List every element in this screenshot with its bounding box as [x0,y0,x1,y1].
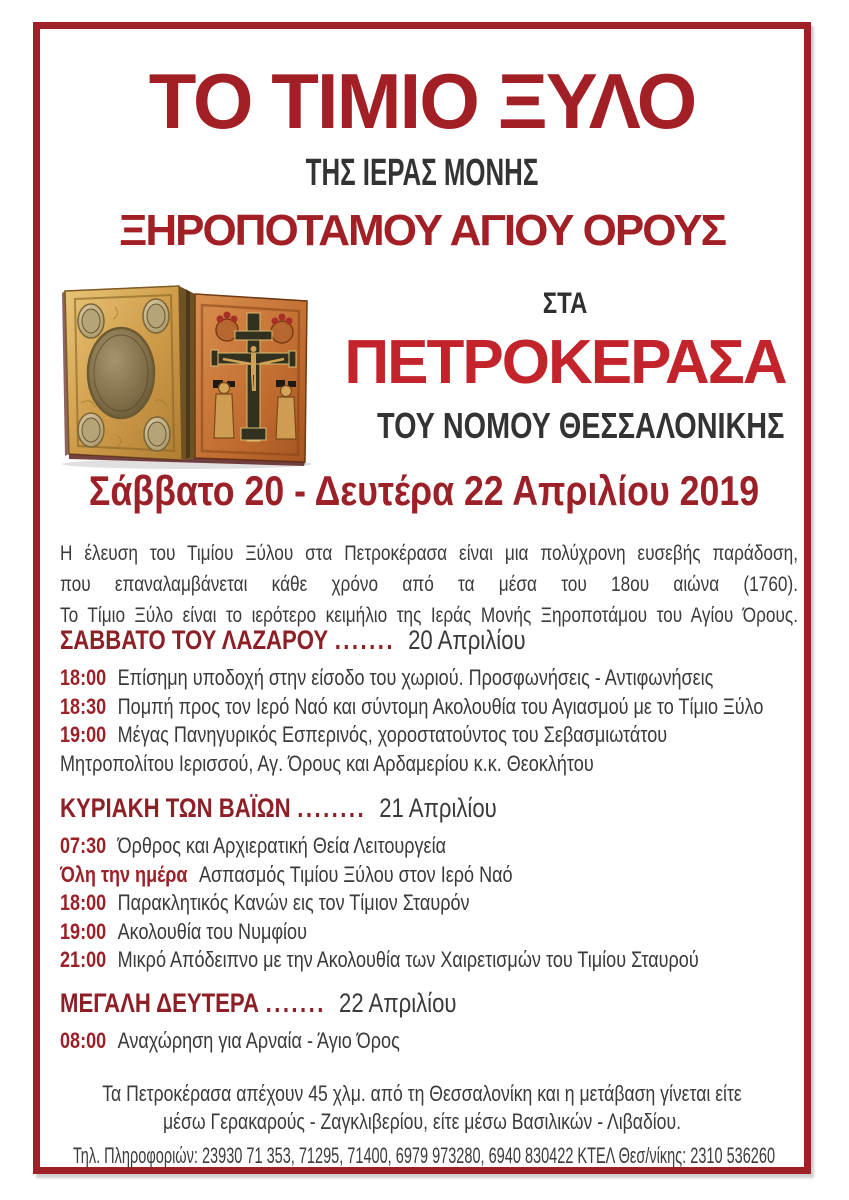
location-name: ΠΕΤΡΟΚΕΡΑΣΑ [344,328,786,397]
time-label: 18:30 [60,693,107,719]
schedule-row [60,721,802,750]
time-label: 18:00 [60,665,107,690]
section-title: ΣΑΒΒΑΤΟ ΤΟΥ ΛΑΖΑΡΟΥ [60,625,329,655]
section-date: 20 Απριλίου [408,625,526,655]
intro-paragraph [60,538,798,631]
intro-line: Η έλευση του Τιμίου Ξύλου στα Πετροκέρασα είναι μια πολύχρονη ευσεβής παράδοση, [60,542,798,565]
schedule-row [60,918,802,947]
reliquary-image [55,283,318,469]
time-label: 19:00 [60,722,107,747]
event-description: Μητροπολίτου Ιερισσού, Αγ. Όρους και Αρδαμερίου κ.κ. Θεοκλήτου [60,750,594,776]
section-date: 22 Απριλίου [339,988,457,1018]
event-description: Μικρό Απόδειπνο με την Ακολουθία των Χαιρετισμών του Τιμίου Σταυρού [117,947,699,972]
schedule-section-monday [60,985,802,1056]
location-preposition: ΣΤΑ [542,287,588,320]
section-heading [60,985,802,1021]
schedule-row [60,861,802,890]
event-description: Πομπή προς τον Ιερό Ναό και σύντομη Ακολουθία του Αγιασμού με το Τίμιο Ξύλο [117,693,764,719]
schedule-row-continuation [60,750,802,779]
schedule-section-sunday [60,790,802,975]
poster-title: ΤΟ ΤΙΜΙΟ ΞΥΛΟ [148,57,696,145]
poster-subtitle: ΤΗΣ ΙΕΡΑΣ ΜΟΝΗΣ [305,152,539,194]
schedule-row [60,832,802,861]
section-dots: ........ [297,793,367,823]
footer-note-line-2: μέσω Γερακαρούς - Ζαγκλιβερίου, είτε μέσω Βασιλικών - Λιβαδίου. [163,1109,681,1134]
event-description: Αναχώρηση για Αρναία - Άγιο Όρος [117,1028,400,1053]
location-block [330,286,800,446]
schedule-row [60,664,802,693]
footer-note [38,1080,806,1136]
schedule-row [60,1027,802,1056]
schedule-row [60,889,802,918]
schedule-row [60,693,802,722]
event-description: Παρακλητικός Κανών εις τον Τίμιον Σταυρόν [117,890,470,915]
section-dots: ....... [265,988,326,1018]
time-label: 18:00 [60,890,107,915]
event-date-range: Σάββατο 20 - Δευτέρα 22 Απριλίου 2019 [88,467,760,514]
time-label: 07:30 [60,833,107,858]
time-label: 19:00 [60,918,107,944]
event-description: Όρθρος και Αρχιερατική Θεία Λειτουργεία [117,833,447,858]
section-dots: ....... [334,625,395,655]
monastery-name: ΞΗΡΟΠΟΤΑΜΟΥ ΑΓΙΟΥ ΟΡΟΥΣ [119,206,725,255]
intro-line: Το Τίμιο Ξύλο είναι το ιερότερο κειμήλιο της Ιεράς Μονής Ξηροποτάμου του Αγίου Όρους. [60,604,798,627]
event-description: Ασπασμός Τιμίου Ξύλου στον Ιερό Ναό [198,861,513,887]
time-label: 08:00 [60,1028,107,1053]
event-description: Μέγας Πανηγυρικός Εσπερινός, χοροστατούντος του Σεβασμιωτάτου [117,722,668,747]
section-title: ΜΕΓΑΛΗ ΔΕΥΤΕΡΑ [60,988,260,1018]
section-heading [60,622,802,658]
schedule-row [60,946,802,975]
event-description: Επίσημη υποδοχή στην είσοδο του χωριού. Προσφωνήσεις - Αντιφωνήσεις [117,665,714,690]
time-label: Όλη την ημέρα [60,861,188,887]
section-title: ΚΥΡΙΑΚΗ ΤΩΝ ΒΑΪΩΝ [60,793,291,823]
section-heading [60,790,802,826]
time-label: 21:00 [60,947,107,972]
section-date: 21 Απριλίου [379,793,497,823]
event-description: Ακολουθία του Νυμφίου [117,918,307,944]
location-region: ΤΟΥ ΝΟΜΟΥ ΘΕΣΣΑΛΟΝΙΚΗΣ [377,405,785,446]
phone-info-line: Τηλ. Πληροφοριών: 23930 71 353, 71295, 71400, 6979 973280, 6940 830422 ΚΤΕΛ Θεσ/νίκης: 2310 536260 [72,1143,776,1168]
schedule-section-saturday [60,622,802,778]
footer-note-line-1: Τα Πετροκέρασα απέχουν 45 χλμ. από τη Θεσσαλονίκη και η μετάβαση γίνεται είτε [102,1081,742,1106]
intro-line: που επαναλαμβάνεται κάθε χρόνο από τα μέσα του 18ου αιώνα (1760). [60,573,798,596]
